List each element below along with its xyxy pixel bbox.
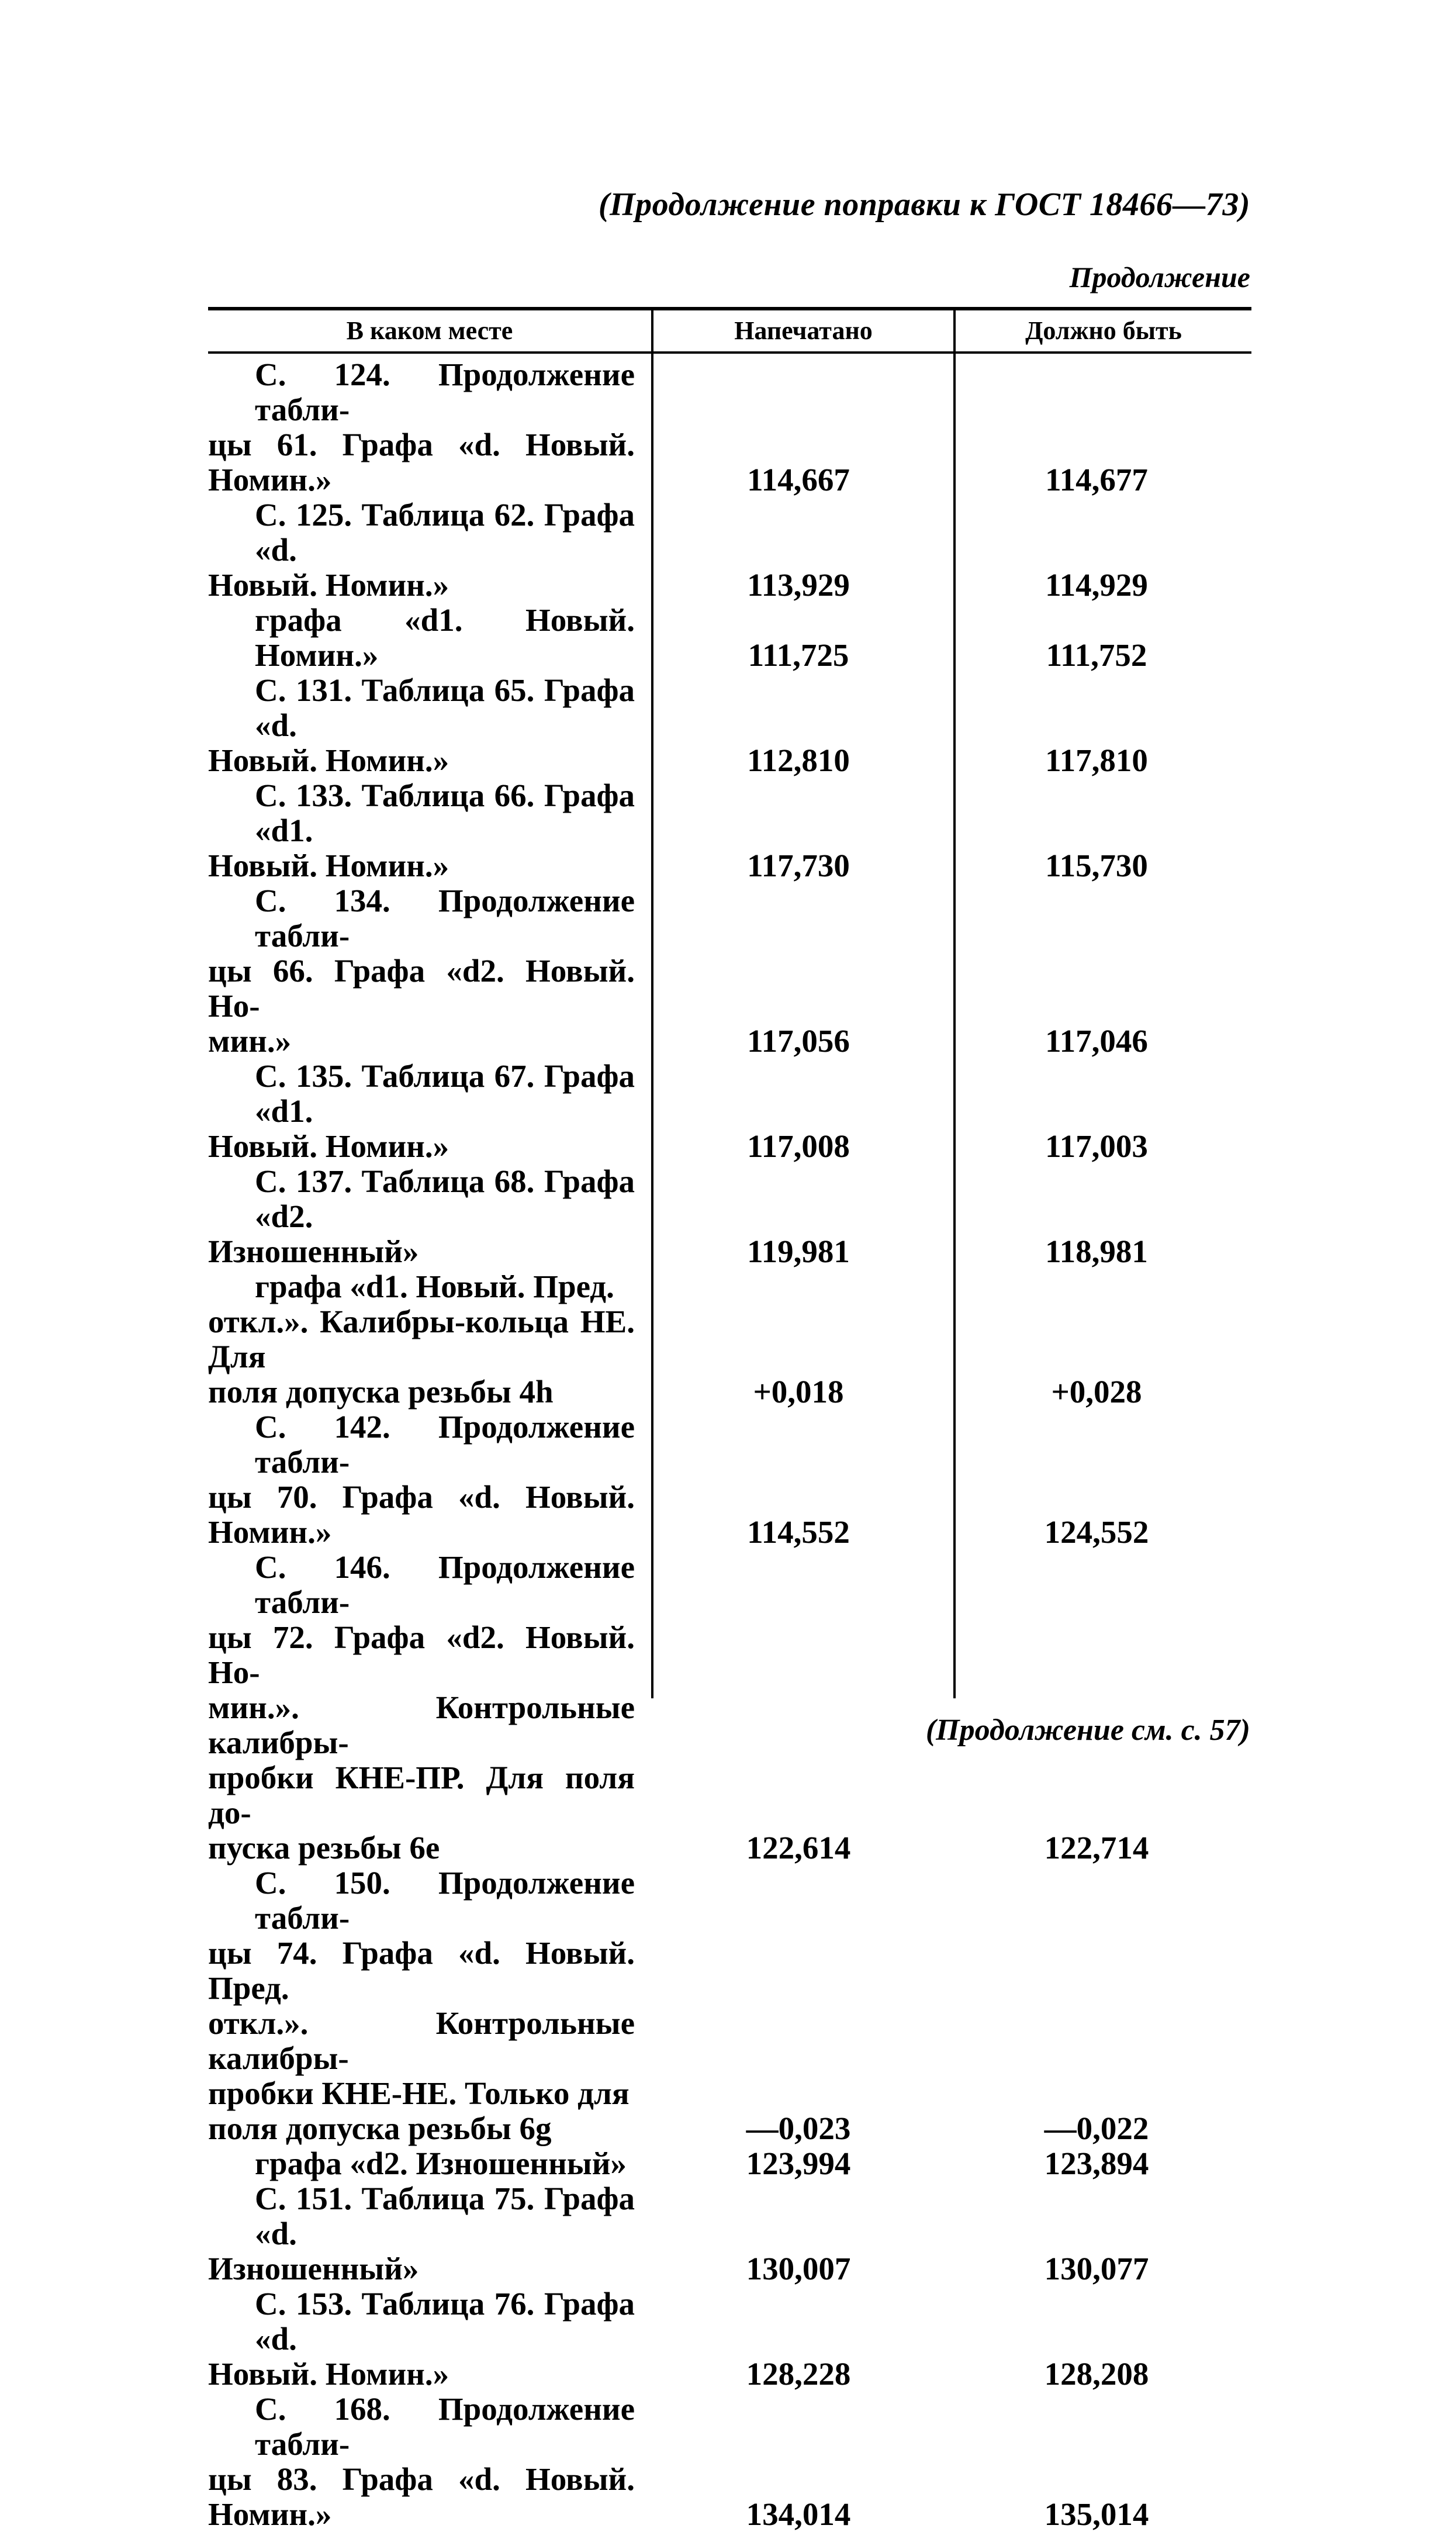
printed-value: +0,018 bbox=[753, 1374, 844, 1410]
place-line: цы 74. Графа «d. Новый. Пред. bbox=[208, 1935, 635, 2006]
printed-value: 130,007 bbox=[746, 2251, 851, 2286]
table-row bbox=[208, 2286, 1251, 2392]
should-be-value: 117,046 bbox=[1045, 1023, 1148, 1059]
table-row bbox=[208, 357, 1251, 498]
place-cell bbox=[208, 1866, 635, 2146]
printed-value: 111,725 bbox=[748, 637, 849, 673]
place-cell bbox=[208, 2392, 635, 2532]
place-line: С. 124. Продолжение табли- bbox=[255, 357, 635, 427]
place-line: С. 137. Таблица 68. Графа «d2. bbox=[255, 1163, 635, 1234]
printed-value: 117,056 bbox=[747, 1023, 850, 1059]
should-be-value: 123,894 bbox=[1044, 2146, 1149, 2181]
printed-value: 134,014 bbox=[746, 2496, 851, 2532]
column-header-place: В каком месте bbox=[346, 316, 513, 345]
place-cell bbox=[208, 2286, 635, 2392]
printed-value: 113,929 bbox=[747, 567, 850, 603]
should-be-value: 118,981 bbox=[1045, 1234, 1148, 1269]
should-be-value: 114,929 bbox=[1045, 567, 1148, 603]
place-line: мин.» bbox=[208, 1023, 292, 1059]
place-line: С. 135. Таблица 67. Графа «d1. bbox=[255, 1058, 635, 1129]
printed-value: 112,810 bbox=[747, 742, 850, 778]
place-cell bbox=[208, 778, 635, 883]
place-line: Новый. Номин.» bbox=[208, 742, 449, 778]
place-line: цы 72. Графа «d2. Новый. Но- bbox=[208, 1619, 635, 1690]
table-body bbox=[208, 357, 1251, 2532]
page-header: (Продолжение поправки к ГОСТ 18466—73) bbox=[598, 186, 1250, 223]
printed-value: —0,023 bbox=[746, 2110, 851, 2146]
place-cell bbox=[208, 1164, 635, 1269]
table-row bbox=[208, 1550, 1251, 1866]
should-be-value: 114,677 bbox=[1045, 462, 1148, 498]
place-line: Изношенный» bbox=[208, 1234, 419, 1269]
table-row bbox=[208, 778, 1251, 883]
should-be-value: 135,014 bbox=[1044, 2496, 1149, 2532]
place-line: цы 83. Графа «d. Новый. Номин.» bbox=[208, 2461, 635, 2532]
should-be-value: +0,028 bbox=[1051, 1374, 1142, 1410]
printed-value: 123,994 bbox=[746, 2146, 851, 2181]
printed-value: 114,667 bbox=[747, 462, 850, 498]
place-cell bbox=[208, 2181, 635, 2286]
place-line: пробки КНЕ-НЕ. Только для bbox=[208, 2075, 630, 2111]
should-be-value: 122,714 bbox=[1044, 1830, 1149, 1866]
place-line: Новый. Номин.» bbox=[208, 1128, 449, 1164]
printed-value: 114,552 bbox=[747, 1514, 850, 1550]
table-row bbox=[208, 1269, 1251, 1410]
place-line: С. 125. Таблица 62. Графа «d. bbox=[255, 497, 635, 568]
place-cell bbox=[208, 883, 635, 1059]
printed-value: 122,614 bbox=[746, 1830, 851, 1866]
should-be-value: —0,022 bbox=[1044, 2110, 1149, 2146]
place-cell bbox=[208, 1550, 635, 1866]
should-be-value: 117,003 bbox=[1045, 1128, 1148, 1164]
column-header-should-be: Должно быть bbox=[1025, 316, 1182, 345]
place-line: С. 153. Таблица 76. Графа «d. bbox=[255, 2286, 635, 2357]
table-row bbox=[208, 1164, 1251, 1269]
should-be-value: 124,552 bbox=[1044, 1514, 1149, 1550]
place-line: графа «d1. Новый. Номин.» bbox=[255, 602, 635, 673]
place-cell bbox=[208, 2146, 635, 2181]
place-cell bbox=[208, 1059, 635, 1164]
place-line: графа «d2. Изношенный» bbox=[255, 2146, 627, 2181]
table-row bbox=[208, 2181, 1251, 2286]
place-line: С. 150. Продолжение табли- bbox=[255, 1865, 635, 1936]
place-line: поля допуска резьбы 6g bbox=[208, 2110, 552, 2146]
place-line: цы 61. Графа «d. Новый. Номин.» bbox=[208, 427, 635, 498]
should-be-value: 128,208 bbox=[1044, 2356, 1149, 2392]
table-row bbox=[208, 603, 1251, 673]
place-line: С. 134. Продолжение табли- bbox=[255, 883, 635, 954]
place-line: откл.». Калибры-кольца НЕ. Для bbox=[208, 1304, 635, 1374]
printed-value: 119,981 bbox=[747, 1234, 850, 1269]
place-line: С. 151. Таблица 75. Графа «d. bbox=[255, 2181, 635, 2251]
place-line: пробки КНЕ-ПР. Для поля до- bbox=[208, 1760, 635, 1830]
table-row bbox=[208, 2392, 1251, 2532]
place-line: цы 70. Графа «d. Новый. Номин.» bbox=[208, 1479, 635, 1550]
printed-value: 117,730 bbox=[747, 848, 850, 883]
place-cell bbox=[208, 357, 635, 498]
table-row bbox=[208, 1059, 1251, 1164]
printed-value: 117,008 bbox=[747, 1128, 850, 1164]
should-be-value: 115,730 bbox=[1045, 848, 1148, 883]
table-row bbox=[208, 2146, 1251, 2181]
place-line: Новый. Номин.» bbox=[208, 2356, 449, 2392]
place-cell bbox=[208, 498, 635, 603]
place-line: откл.». Контрольные калибры- bbox=[208, 2005, 635, 2076]
continuation-label: Продолжение bbox=[1069, 261, 1250, 293]
place-line: мин.». Контрольные калибры- bbox=[208, 1690, 635, 1760]
place-line: Изношенный» bbox=[208, 2251, 419, 2286]
printed-value: 128,228 bbox=[746, 2356, 851, 2392]
should-be-value: 130,077 bbox=[1044, 2251, 1149, 2286]
place-line: графа «d1. Новый. Пред. bbox=[255, 1269, 614, 1304]
should-be-value: 111,752 bbox=[1046, 637, 1147, 673]
place-line: цы 66. Графа «d2. Новый. Но- bbox=[208, 953, 635, 1024]
place-line: С. 131. Таблица 65. Графа «d. bbox=[255, 672, 635, 743]
column-header-printed: Напечатано bbox=[734, 316, 873, 345]
place-line: Новый. Номин.» bbox=[208, 567, 449, 603]
place-cell bbox=[208, 1269, 635, 1410]
place-line: С. 146. Продолжение табли- bbox=[255, 1549, 635, 1620]
table-row bbox=[208, 498, 1251, 603]
place-line: поля допуска резьбы 4h bbox=[208, 1374, 554, 1410]
place-line: С. 168. Продолжение табли- bbox=[255, 2391, 635, 2462]
table-row bbox=[208, 1410, 1251, 1550]
place-cell bbox=[208, 673, 635, 778]
table-row bbox=[208, 1866, 1251, 2146]
place-line: С. 142. Продолжение табли- bbox=[255, 1409, 635, 1480]
table-row bbox=[208, 673, 1251, 778]
place-line: пуска резьбы 6е bbox=[208, 1830, 440, 1866]
place-cell bbox=[208, 1410, 635, 1550]
should-be-value: 117,810 bbox=[1045, 742, 1148, 778]
place-line: С. 133. Таблица 66. Графа «d1. bbox=[255, 778, 635, 848]
table-header-rule bbox=[208, 351, 1251, 354]
page-footer: (Продолжение см. с. 57) bbox=[925, 1714, 1250, 1747]
place-cell bbox=[208, 603, 635, 673]
table-row bbox=[208, 883, 1251, 1059]
place-line: Новый. Номин.» bbox=[208, 848, 449, 883]
